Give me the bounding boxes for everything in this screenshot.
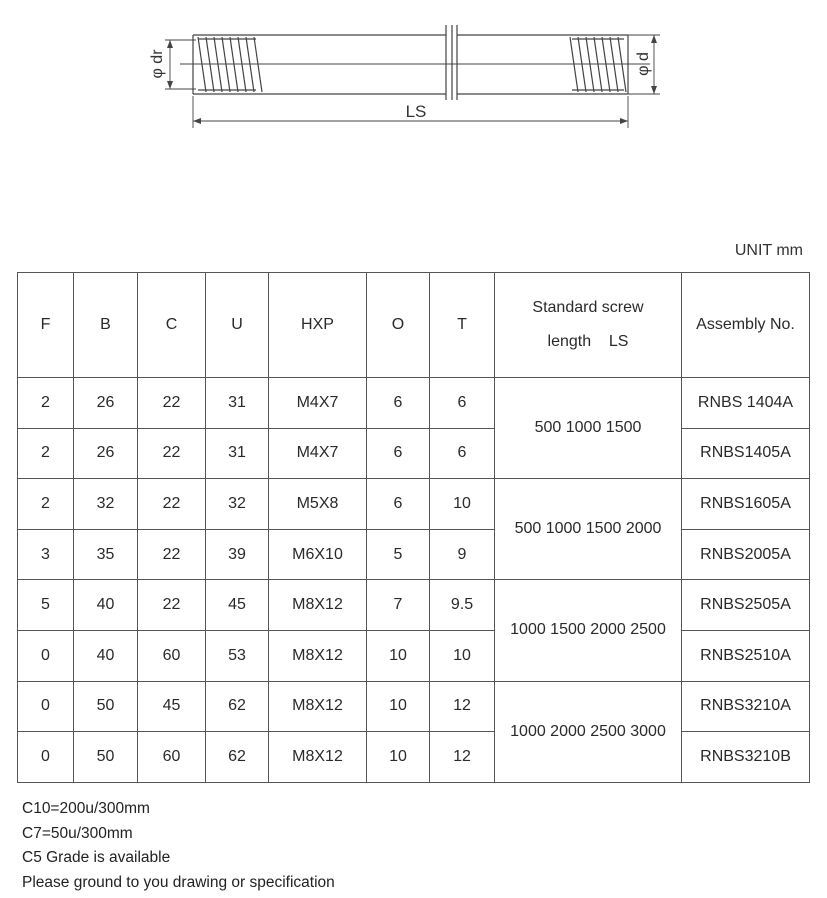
cell-ls-group: 1000 2000 2500 3000 [495, 681, 682, 782]
cell-assembly: RNBS2510A [682, 630, 810, 681]
cell-o: 6 [367, 378, 430, 429]
cell-u: 31 [206, 428, 269, 479]
cell-assembly: RNBS3210B [682, 732, 810, 783]
cell-c: 22 [138, 378, 206, 429]
cell-assembly: RNBS 1404A [682, 378, 810, 429]
header-o: O [367, 273, 430, 378]
cell-hxp: M8X12 [269, 630, 367, 681]
cell-o: 7 [367, 580, 430, 631]
unit-label: UNIT mm [734, 242, 803, 259]
cell-t: 10 [430, 479, 495, 530]
cell-ls-group: 500 1000 1500 [495, 378, 682, 479]
cell-assembly: RNBS1405A [682, 428, 810, 479]
table-row [18, 428, 810, 479]
header-t: T [430, 273, 495, 378]
cell-o: 10 [367, 630, 430, 681]
cell-t: 9.5 [430, 580, 495, 631]
cell-hxp: M5X8 [269, 479, 367, 530]
cell-hxp: M8X12 [269, 681, 367, 732]
cell-c: 60 [138, 732, 206, 783]
header-f: F [18, 273, 74, 378]
notes-block [22, 797, 335, 895]
cell-f: 2 [18, 428, 74, 479]
cell-f: 0 [18, 630, 74, 681]
cell-c: 22 [138, 428, 206, 479]
cell-u: 62 [206, 732, 269, 783]
cell-b: 40 [74, 630, 138, 681]
outer-diameter-label: φ d [635, 52, 652, 76]
cell-b: 50 [74, 681, 138, 732]
cell-u: 39 [206, 529, 269, 580]
header-u: U [206, 273, 269, 378]
cell-c: 45 [138, 681, 206, 732]
cell-hxp: M4X7 [269, 378, 367, 429]
cell-c: 22 [138, 529, 206, 580]
table-row [18, 580, 810, 631]
cell-b: 50 [74, 732, 138, 783]
header-ls-line1: Standard screw [532, 299, 644, 316]
cell-t: 12 [430, 732, 495, 783]
header-ls [495, 273, 682, 378]
cell-u: 62 [206, 681, 269, 732]
cell-c: 22 [138, 479, 206, 530]
note-line: C5 Grade is available [22, 849, 171, 867]
table-row [18, 732, 810, 783]
spec-table [17, 272, 810, 783]
table-row [18, 479, 810, 530]
header-ls-line2: length LS [547, 333, 629, 350]
cell-c: 60 [138, 630, 206, 681]
cell-f: 0 [18, 681, 74, 732]
cell-o: 10 [367, 732, 430, 783]
cell-hxp: M8X12 [269, 732, 367, 783]
cell-hxp: M8X12 [269, 580, 367, 631]
cell-ls-group: 500 1000 1500 2000 [495, 479, 682, 580]
table-row [18, 630, 810, 681]
cell-hxp: M6X10 [269, 529, 367, 580]
header-hxp: HXP [269, 273, 367, 378]
cell-c: 22 [138, 580, 206, 631]
cell-u: 53 [206, 630, 269, 681]
cell-b: 26 [74, 428, 138, 479]
cell-assembly: RNBS2505A [682, 580, 810, 631]
header-b: B [74, 273, 138, 378]
cell-o: 10 [367, 681, 430, 732]
cell-b: 26 [74, 378, 138, 429]
cell-f: 0 [18, 732, 74, 783]
note-line: Please ground to you drawing or specification [22, 873, 335, 891]
table-row [18, 681, 810, 732]
cell-f: 2 [18, 378, 74, 429]
note-line: C10=200u/300mm [22, 800, 150, 817]
note-line: C7=50u/300mm [22, 824, 133, 842]
cell-assembly: RNBS1605A [682, 479, 810, 530]
table-row [18, 529, 810, 580]
cell-t: 9 [430, 529, 495, 580]
screw-shaft-drawing [0, 0, 827, 200]
cell-u: 31 [206, 378, 269, 429]
cell-f: 2 [18, 479, 74, 530]
cell-hxp: M4X7 [269, 428, 367, 479]
cell-o: 6 [367, 428, 430, 479]
root-diameter-label: φ dr [149, 49, 166, 79]
length-label: LS [405, 102, 427, 121]
cell-assembly: RNBS3210A [682, 681, 810, 732]
cell-assembly: RNBS2005A [682, 529, 810, 580]
header-assembly: Assembly No. [682, 273, 810, 378]
cell-f: 5 [18, 580, 74, 631]
cell-t: 6 [430, 428, 495, 479]
cell-t: 10 [430, 630, 495, 681]
cell-u: 45 [206, 580, 269, 631]
cell-o: 6 [367, 479, 430, 530]
cell-b: 35 [74, 529, 138, 580]
cell-u: 32 [206, 479, 269, 530]
cell-b: 32 [74, 479, 138, 530]
header-row [18, 273, 810, 378]
cell-o: 5 [367, 529, 430, 580]
header-c: C [138, 273, 206, 378]
cell-t: 12 [430, 681, 495, 732]
cell-f: 3 [18, 529, 74, 580]
cell-b: 40 [74, 580, 138, 631]
cell-t: 6 [430, 378, 495, 429]
cell-ls-group: 1000 1500 2000 2500 [495, 580, 682, 681]
table-row [18, 378, 810, 429]
